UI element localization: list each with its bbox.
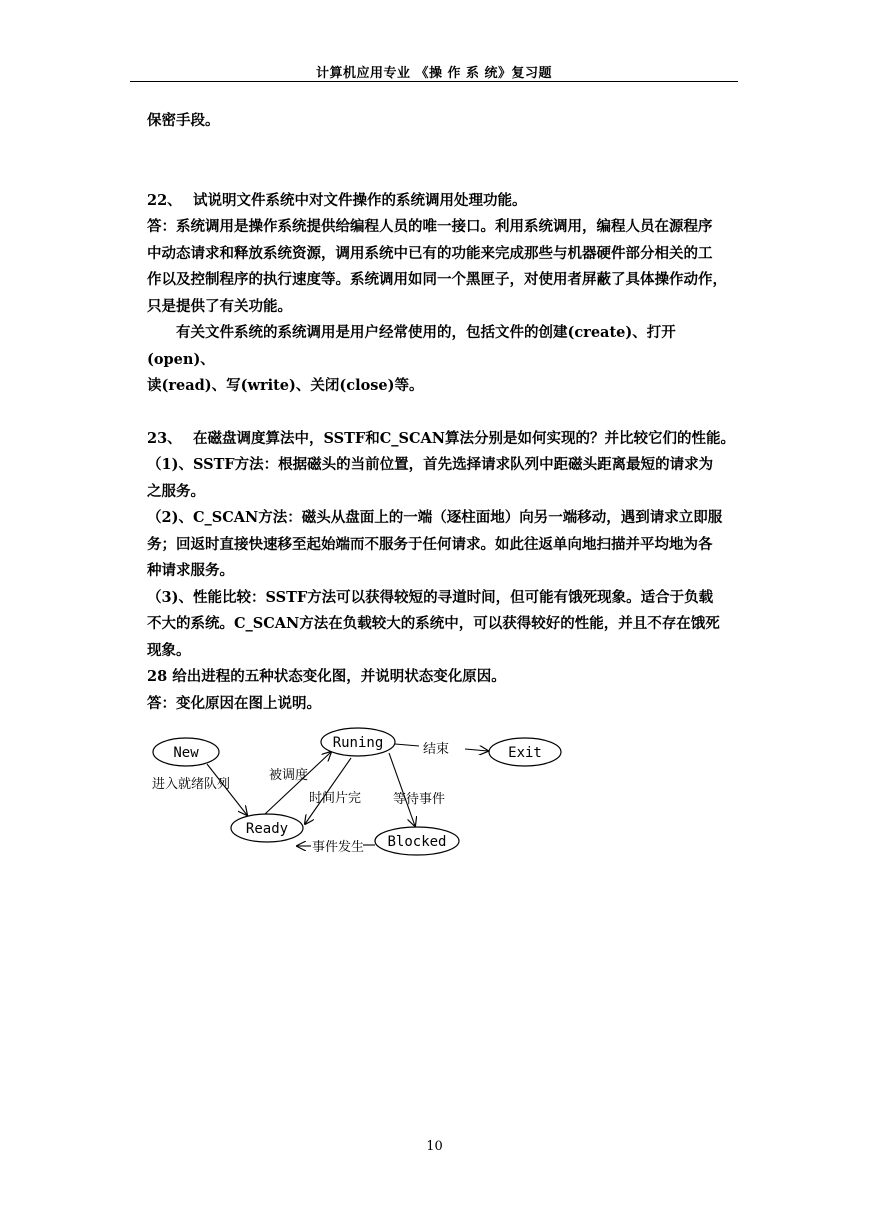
answer-23-line: （3)、性能比较：SSTF方法可以获得较短的寻道时间，但可能有饿死现象。适合于负载: [147, 588, 714, 606]
header-rule: [130, 81, 738, 82]
arrow-running-to-exit: [395, 744, 419, 746]
state-ready-label: Ready: [245, 821, 289, 837]
process-state-diagram: [147, 722, 567, 867]
answer-23-line: 种请求服务。: [147, 562, 234, 579]
page-header: 计算机应用专业 《操 作 系 统》复习题: [315, 66, 553, 81]
answer-22-para2-line: 读(read)、写(write)、关闭(close)等。: [147, 377, 424, 394]
answer-23-line: （2)、C_SCAN方法：磁头从盘面上的一端（逐柱面地）向另一端移动，遇到请求立即服: [147, 509, 723, 526]
question-28: 28 给出进程的五种状态变化图，并说明状态变化原因。: [147, 668, 506, 685]
answer-22-line: 答：系统调用是操作系统提供给编程人员的唯一接口。利用系统调用，编程人员在源程序: [147, 218, 713, 235]
question-23-text: 在磁盘调度算法中，SSTF和C_SCAN算法分别是如何实现的？并比较它们的性能。: [193, 429, 736, 447]
label-dispatch: 被调度: [269, 768, 309, 783]
answer-23-line: 不大的系统。C_SCAN方法在负载较大的系统中，可以获得较好的性能，并且不存在饿死: [147, 615, 720, 632]
answer-22-line: 只是提供了有关功能。: [147, 297, 292, 315]
state-blocked-label: Blocked: [387, 834, 447, 850]
label-event-occurs: 事件发生: [312, 840, 365, 855]
label-admit: 进入就绪队列: [152, 777, 231, 792]
state-new: [153, 738, 219, 766]
label-release: 结束: [423, 742, 450, 757]
answer-22-line: 中动态请求和释放系统资源，调用系统中已有的功能来完成那些与机器硬件部分相关的工: [147, 244, 713, 262]
state-running: [321, 728, 395, 756]
arrow-running-to-exit-head: [465, 749, 488, 751]
page-number: 10: [426, 1139, 443, 1154]
state-exit: [489, 738, 561, 766]
answer-23-line: 务；回返时直接快速移至起始端而不服务于任何请求。如此往返单向地扫描并平均地为各: [147, 535, 713, 553]
question-23: [147, 426, 739, 453]
question-22-number: 22、: [147, 191, 182, 209]
label-timeout: 时间片完: [309, 791, 362, 806]
state-blocked: [375, 827, 459, 855]
answer-23-line: 之服务。: [147, 482, 205, 500]
state-new-label: New: [173, 745, 199, 761]
answer-23-line: 现象。: [147, 641, 191, 659]
document-body: [147, 108, 739, 717]
answer-28: 答：变化原因在图上说明。: [147, 694, 321, 712]
label-event-wait: 等待事件: [393, 792, 446, 807]
carry-over-line: 保密手段。: [147, 112, 220, 129]
state-exit-label: Exit: [508, 745, 542, 761]
question-22-text: 试说明文件系统中对文件操作的系统调用处理功能。: [193, 191, 527, 209]
question-23-number: 23、: [147, 429, 182, 447]
answer-22-para2-line: 有关文件系统的系统调用是用户经常使用的，包括文件的创建(create)、打开(open)、: [147, 324, 676, 368]
arrow-running-to-blocked: [389, 753, 415, 826]
answer-22-line: 作以及控制程序的执行速度等。系统调用如同一个黑匣子，对使用者屏蔽了具体操作动作，: [147, 271, 727, 288]
state-ready: [231, 814, 303, 842]
state-running-label: Runing: [332, 735, 384, 751]
answer-23-line: （1)、SSTF方法：根据磁头的当前位置，首先选择请求队列中距磁头距离最短的请求为: [147, 456, 714, 473]
question-22: [147, 188, 739, 215]
